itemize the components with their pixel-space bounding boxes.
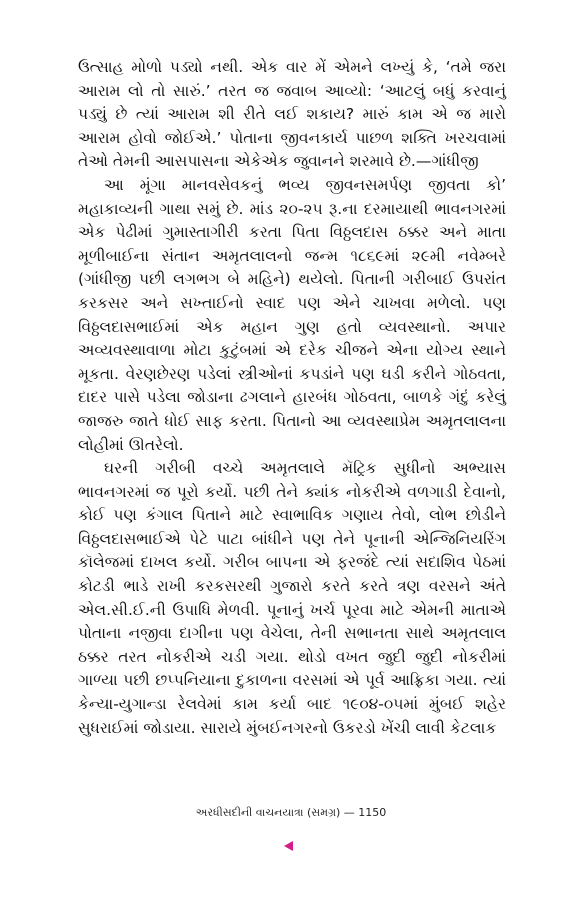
body-text [78, 56, 506, 740]
page-footer: અરધીસદીની વાચનયાત્રા (સમગ્ર) — 1150 [195, 806, 387, 819]
previous-page-icon[interactable] [284, 841, 293, 851]
paragraph-3: ઘરની ગરીબી વચ્ચે અમૃતલાલે મૅટ્રિક સુધીનો અભ્યાસ ભાવનગરમાં જ પૂરો કર્યો. પછી તેને ક્યાંક નોકરીએ વળગાડી દેવાનો, કોઈ પણ કંગાલ પિતાને માટે સ્વાભાવિક ગણાય તેવો, લોભ છોડીને વિઠ્ઠલદાસભાઈએ પેટે પાટા બાંધીને પણ તેને પૂનાની એન્જિનિયરિંગ કૉલેજમાં દાખલ કર્યો. ગરીબ બાપના એ ફરજંદે ત્યાં સદાશિવ પેઠમાં કોટડી ભાડે રાખી કરકસરથી ગુજારો કરતે કરતે ત્રણ વરસને અંતે એલ.સી.ઈ.ની ઉપાધિ મેળવી. પૂનાનું ખર્ચ પૂરવા માટે એમની માતાએ પોતાના નજીવા દાગીના પણ વેચેલા, તેની સભાનતા સાથે અમૃતલાલ ઠક્કર તરત નોકરીએ ચડી ગયા. થોડો વખત જુદી જુદી નોકરીમાં ગાળ્યા પછી છપ્પનિયાના દુકાળના વરસમાં એ પૂર્વ આફ્રિકા ગયા. ત્યાં કેન્યા-યુગાન્ડા રેલવેમાં કામ કર્યા બાદ ૧૯૦૪-૦૫માં મુંબઈ શહેર સુધરાઈમાં જોડાયા. સારાયે મુંબઈનગરનો ઉકરડો ખેંચી લાવી કેટલાક [78, 459, 506, 737]
paragraph-1: ઉત્સાહ મોળો પડ્યો નથી. એક વાર મેં એમને લખ્યું કે, ‘તમે જરા આરામ લો તો સારું.’ તરત જ જવાબ આવ્યો: ‘આટલું બધું કરવાનું પડ્યું છે ત્યાં આરામ શી રીતે લઈ શકાય? મારું કામ એ જ મારો આરામ હોવો જોઈએ.’ પોતાના જીવનકાર્ય પાછળ શક્તિ ખરચવામાં તેઓ તેમની આસપાસના એકેએક જુવાનને શરમાવે છે.—ગાંધીજી [78, 58, 506, 171]
paragraph-2: આ મૂંગા માનવસેવકનું ભવ્ય જીવનસમર્પણ જીવતા કો’ મહાકાવ્યની ગાથા સમું છે. માંડ ૨૦-૨૫ રૂ.ના દરમાયાથી ભાવનગરમાં એક પેઢીમાં ગુમાસ્તાગીરી કરતા પિતા વિઠ્ઠલદાસ ઠક્કર અને માતા મૂળીબાઈના સંતાન અમૃતલાલનો જન્મ ૧૮૬૯માં ૨૯મી નવેમ્બરે (ગાંધીજી પછી લગભગ બે મહિને) થયેલો. પિતાની ગરીબાઈ ઉપરાંત કરકસર અને સખ્તાઈનો સ્વાદ પણ એને ચાખવા મળેલો. પણ વિઠ્ઠલદાસભાઈમાં એક મહાન ગુણ હતો વ્યવસ્થાનો. અપાર અવ્યવસ્થાવાળા મોટા કુટુંબમાં એ દરેક ચીજને એના યોગ્ય સ્થાને મૂકતા. વેરણછેરણ પડેલાં સ્ત્રીઓનાં કપડાંને પણ ઘડી કરીને ગોઠવતા, દાદર પાસે પડેલા જોડાના ઢગલાને હારબંધ ગોઠવતા, બાળકે ગંદું કરેલું જાજરુ જાતે ધોઈ સાફ કરતા. પિતાનો આ વ્યવસ્થાપ્રેમ અમૃતલાલના લોહીમાં ઊતરેલો. [78, 175, 506, 454]
